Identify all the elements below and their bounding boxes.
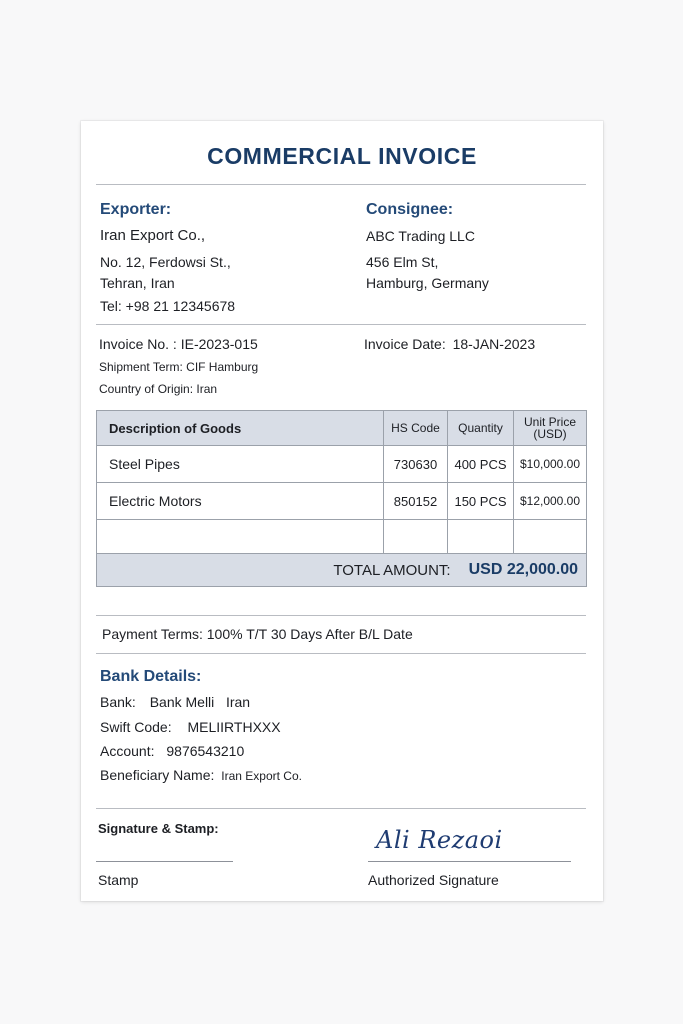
shipment-term: Shipment Term: CIF Hamburg (99, 360, 259, 374)
swift-value: MELIIRTHXXX (187, 719, 281, 735)
table-row (97, 446, 587, 483)
signature-line (368, 861, 571, 862)
cell-description: Steel Pipes (97, 446, 384, 483)
exporter-address-line2: Tehran, Iran (100, 275, 175, 291)
bank-label: Bank: (100, 694, 136, 710)
country-of-origin: Country of Origin: Iran (99, 382, 218, 396)
beneficiary-value: Iran Export Co. (221, 769, 302, 783)
bank-name (100, 694, 250, 710)
empty-cell (514, 520, 587, 554)
bank-value: Bank Melli Iran (149, 694, 251, 710)
stamp-line (96, 861, 233, 862)
column-header-hs-code: HS Code (384, 411, 448, 446)
stamp-label: Stamp (98, 872, 139, 888)
cell-quantity: 400 PCS (448, 446, 514, 483)
consignee-address-line2: Hamburg, Germany (366, 275, 489, 291)
payment-terms: Payment Terms: 100% T/T 30 Days After B/L Date (102, 626, 413, 642)
cell-unit-price: $10,000.00 (514, 446, 587, 483)
total-row (97, 554, 587, 587)
handwritten-signature: Ali Rezaoi (376, 826, 503, 854)
divider (96, 324, 586, 325)
account-value: 9876543210 (166, 743, 245, 759)
column-header-description: Description of Goods (97, 411, 384, 446)
total-amount-label: TOTAL AMOUNT: (333, 561, 451, 579)
total-amount-value: USD 22,000.00 (468, 561, 578, 578)
table-header-row (97, 411, 587, 446)
divider (96, 184, 586, 185)
column-header-unit-price (514, 411, 587, 446)
consignee-address-line1: 456 Elm St, (366, 254, 439, 270)
cell-hs-code: 850152 (384, 483, 448, 520)
cell-description: Electric Motors (97, 483, 384, 520)
swift-code (100, 719, 281, 735)
invoice-number (99, 336, 258, 352)
consignee-heading: Consignee: (366, 201, 454, 218)
goods-table (96, 410, 587, 587)
divider (96, 653, 586, 654)
table-row (97, 483, 587, 520)
bank-details-heading: Bank Details: (100, 668, 202, 685)
divider (96, 615, 586, 616)
beneficiary-name (100, 767, 302, 783)
exporter-address-line1: No. 12, Ferdowsi St., (100, 254, 231, 270)
empty-cell (448, 520, 514, 554)
exporter-name: Iran Export Co., (100, 227, 206, 244)
consignee-name: ABC Trading LLC (366, 228, 475, 244)
invoice-date (364, 336, 535, 352)
invoice-date-value: 18-JAN-2023 (452, 336, 536, 352)
empty-cell (384, 520, 448, 554)
divider (96, 808, 586, 809)
authorized-signature-label: Authorized Signature (368, 872, 499, 888)
page-title: COMMERCIAL INVOICE (207, 143, 477, 169)
exporter-phone: Tel: +98 21 12345678 (100, 298, 236, 314)
cell-quantity: 150 PCS (448, 483, 514, 520)
invoice-sheet (81, 121, 603, 901)
beneficiary-label: Beneficiary Name: (100, 767, 215, 783)
cell-unit-price: $12,000.00 (514, 483, 587, 520)
swift-label: Swift Code: (100, 719, 172, 735)
invoice-date-label: Invoice Date: (364, 336, 446, 352)
invoice-number-value: IE-2023-015 (180, 336, 258, 352)
empty-cell (97, 520, 384, 554)
unit-price-label: Unit Price (523, 415, 576, 429)
exporter-heading: Exporter: (100, 201, 172, 218)
total-cell (97, 554, 587, 587)
account-label: Account: (100, 743, 155, 759)
invoice-number-label: Invoice No. : (99, 336, 177, 352)
unit-price-currency: (USD) (533, 427, 567, 441)
signature-heading: Signature & Stamp: (98, 821, 219, 836)
column-header-quantity: Quantity (448, 411, 514, 446)
table-row-empty (97, 520, 587, 554)
account-number (100, 743, 244, 759)
cell-hs-code: 730630 (384, 446, 448, 483)
